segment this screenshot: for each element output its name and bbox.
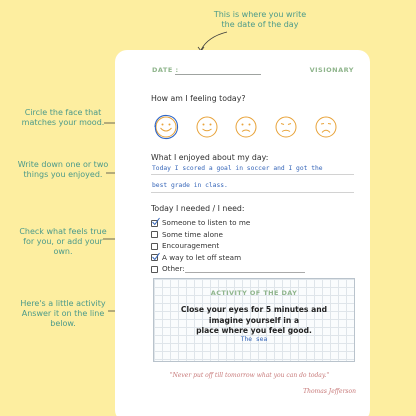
- annotation-line: Answer it on the line: [21, 309, 105, 318]
- needs-checklist: [151, 217, 250, 275]
- mood-question: How am I feeling today?: [151, 94, 246, 103]
- checkbox[interactable]: [151, 266, 158, 273]
- checklist-label: Some time alone: [162, 229, 223, 239]
- checkbox[interactable]: [151, 231, 158, 238]
- checklist-item[interactable]: [151, 240, 250, 252]
- enjoyed-answer-line-1[interactable]: Today I scored a goal in soccer and I got the: [152, 165, 323, 172]
- annotation-line: things you enjoyed.: [23, 170, 103, 179]
- annotation-line: Here's a little activity: [20, 299, 106, 308]
- answer-line: [151, 192, 354, 193]
- needs-question: Today I needed / I need:: [151, 204, 245, 213]
- checklist-label: Encouragement: [162, 241, 220, 250]
- annotation-line: Circle the face that: [24, 108, 102, 117]
- activity-title: ACTIVITY OF THE DAY: [210, 289, 298, 297]
- activity-prompt-line: place where you feel good.: [196, 326, 312, 335]
- annotation-line: for you, or add your: [23, 237, 103, 246]
- date-label: DATE :: [152, 66, 179, 74]
- annotation-enjoyed: [8, 160, 118, 180]
- date-line[interactable]: [175, 74, 261, 75]
- annotation-line: below.: [50, 319, 76, 328]
- answer-line: [151, 174, 354, 175]
- annotation-mood: [8, 108, 118, 128]
- sad-face-icon[interactable]: [233, 114, 259, 140]
- checkbox[interactable]: [151, 243, 158, 250]
- annotation-line: own.: [53, 247, 73, 256]
- activity-answer[interactable]: The sea: [240, 336, 268, 343]
- annotation-line: matches your mood.: [21, 118, 105, 127]
- annotation-line: the date of the day: [221, 20, 299, 29]
- checklist-label: Someone to listen to me: [162, 218, 251, 227]
- annotation-line: Write down one or two: [17, 160, 109, 169]
- activity-prompt: [164, 305, 344, 337]
- journal-sheet: [115, 50, 370, 416]
- quote-text: "Never put off till tomorrow what you can do today.": [169, 372, 330, 379]
- checklist-item[interactable]: [151, 252, 250, 264]
- checkmark-icon: [151, 252, 161, 262]
- activity-box: [153, 278, 355, 362]
- very-happy-face-icon[interactable]: [153, 114, 179, 140]
- checkmark-icon: [151, 217, 161, 227]
- mood-faces: [151, 114, 351, 144]
- annotation-line: Check what feels true: [19, 227, 107, 236]
- activity-prompt-line: Close your eyes for 5 minutes and imagine yourself in a: [180, 305, 328, 325]
- very-sad-face-icon[interactable]: [313, 114, 339, 140]
- annotation-activity: [8, 299, 118, 329]
- annotation-date: [205, 10, 315, 30]
- checklist-label: Other:: [162, 264, 185, 273]
- enjoyed-question: What I enjoyed about my day:: [151, 153, 269, 162]
- checklist-item[interactable]: [151, 229, 250, 241]
- unhappy-face-icon[interactable]: [273, 114, 299, 140]
- other-line[interactable]: [185, 272, 305, 273]
- checklist-item[interactable]: [151, 263, 250, 275]
- annotation-line: This is where you write: [213, 10, 307, 19]
- happy-face-icon[interactable]: [194, 114, 220, 140]
- enjoyed-answer-line-2[interactable]: best grade in class.: [152, 182, 228, 189]
- checklist-label: A way to let off steam: [162, 252, 242, 262]
- checklist-item[interactable]: [151, 217, 250, 229]
- quote-author: Thomas Jefferson: [303, 388, 356, 395]
- brand-logo: VISIONARY: [309, 66, 354, 74]
